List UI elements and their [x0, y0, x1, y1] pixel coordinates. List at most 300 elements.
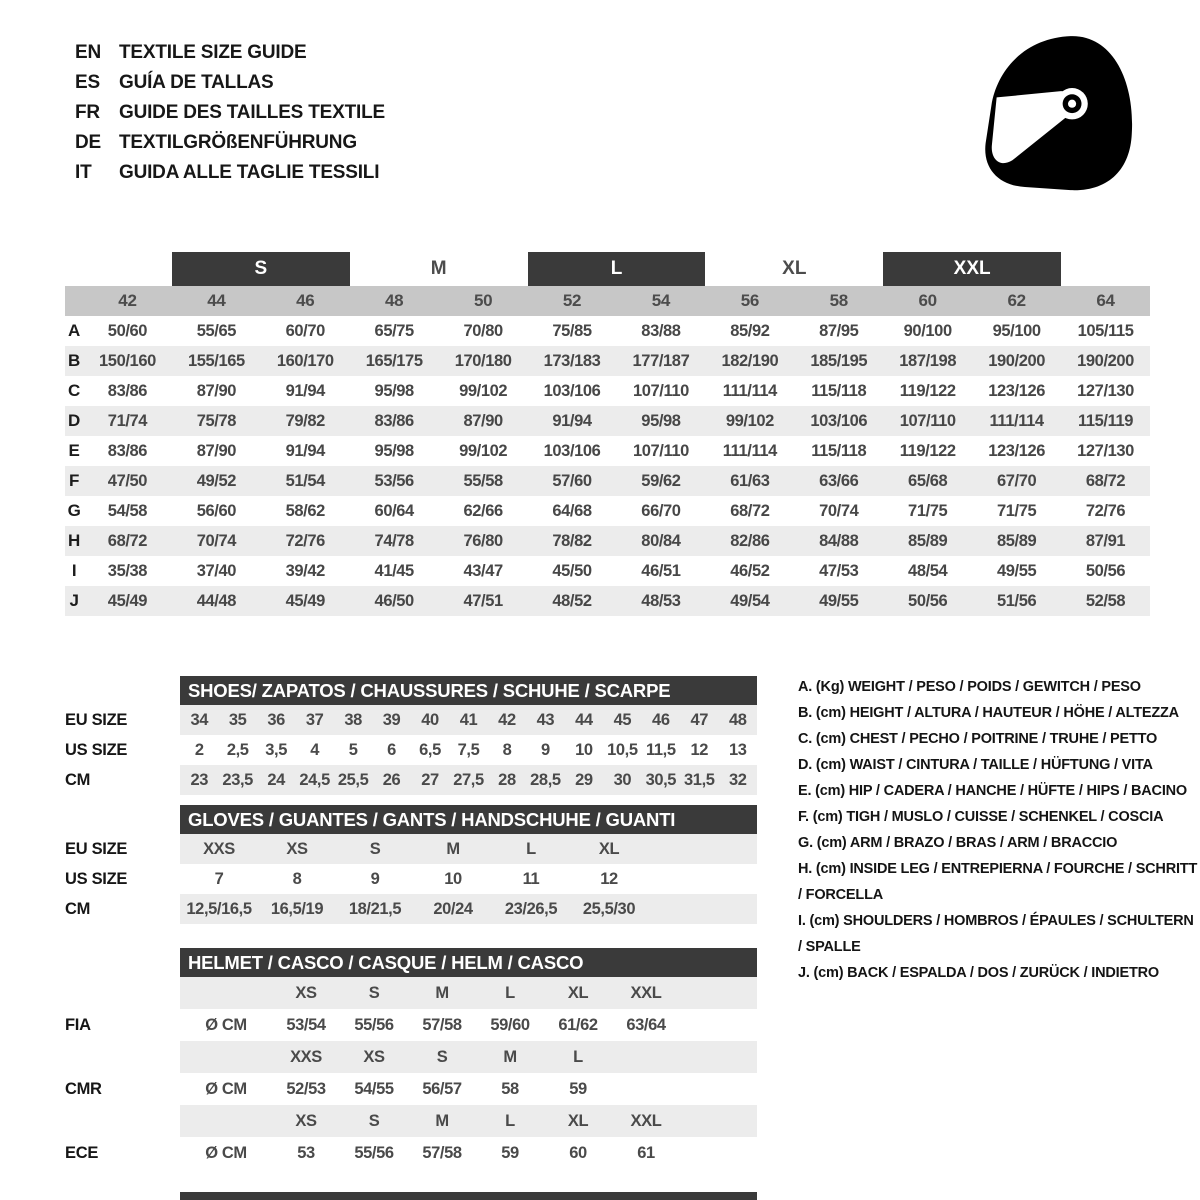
apparel-numeric-size-band: [65, 286, 1150, 316]
shoes-table-title: SHOES/ ZAPATOS / CHAUSSURES / SCHUHE / SCARPE: [180, 676, 757, 705]
size-value: 57/60: [552, 471, 592, 490]
gloves-table-title: GLOVES / GUANTES / GANTS / HANDSCHUHE / GUANTI: [180, 805, 757, 834]
size-value: XL: [567, 1111, 589, 1130]
size-value: 61/62: [558, 1015, 598, 1034]
size-value: 173/183: [543, 351, 601, 370]
size-value: 48/54: [908, 561, 948, 580]
size-value: 18/21,5: [348, 899, 402, 918]
helmet-table-title: HELMET / CASCO / CASQUE / HELM / CASCO: [180, 948, 757, 977]
size-value: 63/64: [626, 1015, 666, 1034]
language-title: GUÍA DE TALLAS: [119, 72, 274, 93]
language-title: GUIDA ALLE TAGLIE TESSILI: [119, 162, 380, 183]
size-value: 80/84: [641, 531, 681, 550]
helmet-sizes-cmr: [65, 1041, 757, 1073]
numeric-size: 60: [918, 291, 937, 310]
row-label: A: [68, 321, 80, 340]
size-value: 99/102: [459, 381, 508, 400]
size-value: 60/64: [374, 501, 414, 520]
size-value: 12: [690, 740, 709, 759]
size-value: 16,5/19: [270, 899, 324, 918]
size-value: 103/106: [543, 441, 601, 460]
helmet-values-cmr-cells: [180, 1073, 757, 1105]
legend-line-h: H. (cm) INSIDE LEG / ENTREPIERNA / FOURCHE / SCHRITT / FORCELLA: [798, 861, 1198, 903]
size-value: 111/114: [722, 381, 777, 400]
row-label: E: [68, 441, 80, 460]
size-value: 37/40: [196, 561, 237, 580]
size-value: 79/82: [285, 411, 325, 430]
size-value: 44/48: [196, 591, 237, 610]
size-value: 91/94: [285, 441, 325, 460]
size-value: 47/51: [463, 591, 503, 610]
size-value: 78/82: [552, 531, 592, 550]
size-value: 115/118: [811, 381, 867, 400]
size-value: 31,5: [684, 770, 715, 789]
size-value: 83/86: [107, 381, 148, 400]
apparel-row-g: [65, 496, 1150, 526]
gloves-size-table: [65, 834, 757, 924]
apparel-row-c: [65, 376, 1150, 406]
size-value: 82/86: [730, 531, 770, 550]
size-value: 107/110: [899, 411, 956, 430]
helmet-values-fia: [65, 1009, 757, 1041]
footwear-gloves-helmet-tables: [65, 676, 757, 1169]
size-value: 48: [728, 710, 747, 729]
size-value: 42: [498, 710, 516, 729]
size-value: 20/24: [433, 899, 473, 918]
size-value: 43: [536, 710, 555, 729]
size-value: 59: [569, 1079, 587, 1098]
size-value: 52/53: [286, 1079, 326, 1098]
size-value: 24,5: [299, 770, 330, 789]
size-value: 74/78: [374, 531, 414, 550]
gloves-row-eu-size: [65, 834, 757, 864]
size-value: 87/95: [819, 321, 859, 340]
size-value: 70/74: [196, 531, 237, 550]
size-value: XL: [598, 839, 620, 858]
size-value: 12,5/16,5: [186, 899, 252, 918]
size-value: 50/60: [107, 321, 148, 340]
size-value: 32: [728, 770, 747, 789]
helmet-sizes-fia-cells: [180, 977, 757, 1009]
helmet-sizes-fia: [65, 977, 757, 1009]
size-value: 68/72: [730, 501, 770, 520]
size-value: 49/52: [196, 471, 237, 490]
language-code: FR: [75, 102, 100, 123]
size-value: M: [435, 983, 449, 1002]
size-value: 2: [194, 740, 204, 759]
size-value: 99/102: [725, 411, 774, 430]
size-value: 25,5/30: [582, 899, 636, 918]
size-value: 55/65: [196, 321, 237, 340]
size-value: 75/78: [196, 411, 237, 430]
size-value: 60/70: [285, 321, 325, 340]
size-value: 51/56: [996, 591, 1037, 610]
size-value: 51/54: [285, 471, 325, 490]
size-value: L: [526, 839, 536, 858]
size-value: 85/89: [996, 531, 1037, 550]
size-value: XL: [567, 983, 589, 1002]
size-value: Ø CM: [205, 1143, 247, 1162]
size-value: 30,5: [645, 770, 677, 789]
row-label: US SIZE: [65, 869, 128, 888]
size-value: 56/57: [422, 1079, 462, 1098]
row-label: CMR: [65, 1079, 102, 1098]
size-value: 12: [600, 869, 618, 888]
size-value: 95/100: [992, 321, 1041, 340]
size-value: 10: [444, 869, 462, 888]
size-value: 59/62: [641, 471, 681, 490]
numeric-size: 52: [562, 291, 582, 310]
size-value: 99/102: [459, 441, 508, 460]
size-value: 6,5: [419, 740, 441, 759]
size-value: 150/160: [99, 351, 156, 370]
size-value: 30: [613, 770, 632, 789]
size-value: 59: [501, 1143, 519, 1162]
size-value: 45/50: [552, 561, 592, 580]
size-value: L: [505, 983, 515, 1002]
row-label: F: [69, 471, 79, 490]
language-row: [75, 158, 385, 188]
numeric-size: 56: [740, 291, 760, 310]
size-value: 123/126: [988, 441, 1046, 460]
size-value: 9: [541, 740, 550, 759]
shoes-row-us-size: [65, 735, 757, 765]
size-value: 11: [522, 869, 540, 888]
size-value: 107/110: [632, 441, 689, 460]
shoes-row-cm-cells: [180, 765, 757, 795]
size-value: S: [436, 1047, 448, 1066]
size-value: XXS: [203, 839, 235, 858]
helmet-sizes-ece-cells: [180, 1105, 757, 1137]
helmet-values-fia-cells: [180, 1009, 757, 1041]
size-value: 61: [637, 1143, 655, 1162]
size-value: 10,5: [607, 740, 638, 759]
size-value: 90/100: [903, 321, 952, 340]
size-value: 91/94: [285, 381, 325, 400]
size-value: 185/195: [810, 351, 868, 370]
size-value: M: [435, 1111, 449, 1130]
legend-line-f: F. (cm) TIGH / MUSLO / CUISSE / SCHENKEL / COSCIA: [798, 809, 1164, 825]
size-value: 83/88: [641, 321, 681, 340]
size-value: 68/72: [1085, 471, 1126, 490]
size-value: 7: [214, 869, 224, 888]
size-value: 28: [498, 770, 516, 789]
shoes-row-us-size-cells: [180, 735, 757, 765]
size-value: 41/45: [374, 561, 414, 580]
row-label: CM: [65, 770, 91, 789]
size-value: 2,5: [226, 740, 249, 759]
size-value: 111/114: [722, 441, 777, 460]
size-value: 47/50: [107, 471, 148, 490]
size-value: L: [573, 1047, 583, 1066]
size-value: 83/86: [374, 411, 414, 430]
size-value: XXS: [290, 1047, 322, 1066]
size-value: 41: [459, 710, 478, 729]
size-value: 65/68: [908, 471, 948, 490]
size-value: S: [368, 1111, 380, 1130]
size-value: 24: [267, 770, 285, 789]
size-value: 5: [348, 740, 358, 759]
size-value: 60: [569, 1143, 587, 1162]
size-value: 48/53: [641, 591, 681, 610]
numeric-size: 54: [651, 291, 671, 310]
size-value: 165/175: [365, 351, 423, 370]
numeric-size: 58: [829, 291, 848, 310]
size-value: 10: [575, 740, 593, 759]
language-row: [75, 68, 385, 98]
size-value: 37: [305, 710, 324, 729]
size-value: 49/54: [730, 591, 770, 610]
size-value: 35: [228, 710, 247, 729]
apparel-row-h: [65, 526, 1150, 556]
size-value: 26: [382, 770, 401, 789]
row-label: EU SIZE: [65, 839, 128, 858]
size-value: 62/66: [463, 501, 503, 520]
helmet-sizes-cmr-cells: [180, 1041, 757, 1073]
size-value: 25,5: [337, 770, 369, 789]
size-value: 91/94: [552, 411, 592, 430]
size-value: 83/86: [107, 441, 148, 460]
size-value: 39/42: [285, 561, 325, 580]
size-value: 47/53: [819, 561, 859, 580]
size-value: 115/119: [1078, 411, 1134, 430]
language-code: ES: [75, 72, 100, 93]
language-code: DE: [75, 132, 101, 153]
size-value: 85/89: [908, 531, 948, 550]
shoes-row-cm: [65, 765, 757, 795]
size-value: 71/74: [107, 411, 148, 430]
legend-line-e: E. (cm) HIP / CADERA / HANCHE / HÜFTE / HIPS / BACINO: [798, 783, 1187, 799]
size-value: 53/56: [374, 471, 414, 490]
size-value: 47: [690, 710, 709, 729]
size-value: 95/98: [374, 381, 414, 400]
language-title: GUIDE DES TAILLES TEXTILE: [119, 102, 385, 123]
language-row: [75, 98, 385, 128]
size-value: 68/72: [107, 531, 148, 550]
size-value: 105/115: [1077, 321, 1134, 340]
size-value: M: [503, 1047, 517, 1066]
size-value: 155/165: [187, 351, 245, 370]
size-value: 66/70: [641, 501, 681, 520]
row-label: EU SIZE: [65, 710, 128, 729]
size-value: 54/55: [354, 1079, 394, 1098]
helmet-values-cmr: [65, 1073, 757, 1105]
size-value: 4: [310, 740, 320, 759]
language-row: [75, 128, 385, 158]
size-value: 190/200: [988, 351, 1046, 370]
size-value: Ø CM: [205, 1079, 247, 1098]
size-group-xxl: XXL: [883, 252, 1061, 286]
size-value: 160/170: [276, 351, 334, 370]
size-value: 76/80: [463, 531, 503, 550]
numeric-size: 44: [207, 291, 226, 310]
legend-line-j: J. (cm) BACK / ESPALDA / DOS / ZURÜCK / INDIETRO: [798, 965, 1159, 981]
shoes-row-eu-size-cells: [180, 705, 757, 735]
size-value: 119/122: [899, 441, 956, 460]
gloves-row-us-size-cells: [180, 864, 757, 894]
size-value: 46/52: [730, 561, 770, 580]
numeric-size: 64: [1096, 291, 1115, 310]
size-value: 72/76: [285, 531, 325, 550]
row-label: US SIZE: [65, 740, 128, 759]
size-value: S: [368, 983, 380, 1002]
size-value: 85/92: [730, 321, 770, 340]
legend-line-b: B. (cm) HEIGHT / ALTURA / HAUTEUR / HÖHE / ALTEZZA: [798, 705, 1179, 721]
size-value: 46/51: [641, 561, 681, 580]
helmet-sizes-ece: [65, 1105, 757, 1137]
language-row: [75, 38, 385, 68]
row-label: FIA: [65, 1015, 91, 1034]
size-value: 23,5: [222, 770, 253, 789]
helmet-values-ece: [65, 1137, 757, 1169]
helmet-values-ece-cells: [180, 1137, 757, 1169]
size-value: 127/130: [1077, 381, 1134, 400]
size-value: 58/62: [285, 501, 325, 520]
size-value: 177/187: [632, 351, 690, 370]
apparel-measurement-rows: [65, 316, 1150, 616]
numeric-size: 50: [473, 291, 493, 310]
size-value: 107/110: [632, 381, 689, 400]
size-value: 63/66: [819, 471, 859, 490]
apparel-row-f: [65, 466, 1150, 496]
size-value: 8: [502, 740, 512, 759]
size-value: 52/58: [1085, 591, 1126, 610]
size-value: 55/58: [463, 471, 503, 490]
size-value: 71/75: [996, 501, 1037, 520]
size-value: 7,5: [457, 740, 480, 759]
size-value: 46: [652, 710, 670, 729]
size-value: 9: [370, 869, 380, 888]
size-value: 54/58: [107, 501, 148, 520]
legend-line-i: I. (cm) SHOULDERS / HOMBROS / ÉPAULES / SCHULTERN / SPALLE: [798, 913, 1194, 955]
apparel-row-j: [65, 586, 1150, 616]
size-value: 44: [575, 710, 593, 729]
size-value: 127/130: [1077, 441, 1134, 460]
size-value: 87/91: [1085, 531, 1126, 550]
cropped-section-bar: [180, 1192, 757, 1200]
size-value: 35/38: [107, 561, 148, 580]
racing-helmet-icon: [972, 33, 1147, 198]
size-value: 59/60: [490, 1015, 530, 1034]
row-label: G: [67, 501, 81, 520]
size-value: XS: [363, 1047, 385, 1066]
size-value: M: [446, 839, 460, 858]
size-value: XXL: [630, 1111, 662, 1130]
size-value: 103/106: [543, 381, 601, 400]
language-title: TEXTILE SIZE GUIDE: [119, 42, 307, 63]
measurement-legend: [798, 674, 1200, 986]
numeric-size: 46: [296, 291, 315, 310]
size-value: 38: [344, 710, 362, 729]
size-value: 187/198: [899, 351, 957, 370]
size-value: 182/190: [721, 351, 779, 370]
size-value: 61/63: [730, 471, 770, 490]
size-group-l: L: [528, 252, 706, 286]
size-value: 70/74: [819, 501, 859, 520]
size-value: 49/55: [996, 561, 1037, 580]
language-code: EN: [75, 42, 101, 63]
gloves-row-us-size: [65, 864, 757, 894]
language-code: IT: [75, 162, 92, 183]
row-label: [65, 1041, 180, 1073]
size-value: 6: [387, 740, 396, 759]
language-title: TEXTILGRÖßENFÜHRUNG: [119, 132, 357, 153]
size-value: 58: [501, 1079, 519, 1098]
size-group-xl: XL: [782, 258, 807, 279]
size-value: 87/90: [196, 441, 237, 460]
legend-line-c: C. (cm) CHEST / PECHO / POITRINE / TRUHE / PETTO: [798, 731, 1158, 747]
apparel-row-i: [65, 556, 1150, 586]
numeric-size: 62: [1007, 291, 1026, 310]
numeric-size: 48: [385, 291, 404, 310]
size-value: 28,5: [530, 770, 561, 789]
size-value: 40: [421, 710, 439, 729]
size-group-m: M: [430, 258, 447, 279]
size-value: Ø CM: [205, 1015, 247, 1034]
row-label: D: [68, 411, 80, 430]
apparel-row-b: [65, 346, 1150, 376]
apparel-row-d: [65, 406, 1150, 436]
size-value: 170/180: [454, 351, 512, 370]
size-value: 111/114: [989, 411, 1044, 430]
size-value: 53: [297, 1143, 315, 1162]
size-value: 70/80: [463, 321, 503, 340]
gloves-row-eu-size-cells: [180, 834, 757, 864]
size-value: 48/52: [552, 591, 592, 610]
size-value: 13: [728, 740, 747, 759]
row-label: I: [71, 561, 77, 580]
size-value: 45: [613, 710, 632, 729]
size-value: 72/76: [1085, 501, 1126, 520]
size-value: 95/98: [374, 441, 414, 460]
size-value: 23/26,5: [504, 899, 558, 918]
size-value: 53/54: [286, 1015, 326, 1034]
size-value: 39: [382, 710, 401, 729]
legend-line-g: G. (cm) ARM / BRAZO / BRAS / ARM / BRACCIO: [798, 835, 1118, 851]
size-value: 49/55: [819, 591, 859, 610]
size-value: 3,5: [265, 740, 288, 759]
language-list: [75, 38, 385, 188]
size-value: 43/47: [463, 561, 503, 580]
apparel-row-e: [65, 436, 1150, 466]
size-value: 45/49: [107, 591, 148, 610]
row-label: ECE: [65, 1143, 99, 1162]
size-value: S: [369, 839, 381, 858]
size-value: 55/56: [354, 1143, 394, 1162]
size-value: 46/50: [374, 591, 414, 610]
size-value: 55/56: [354, 1015, 394, 1034]
gloves-row-cm-cells: [180, 894, 757, 924]
row-label: [65, 977, 180, 1009]
size-value: XS: [286, 839, 308, 858]
shoes-row-eu-size: [65, 705, 757, 735]
size-value: 123/126: [988, 381, 1046, 400]
size-value: 36: [267, 710, 285, 729]
row-label: H: [68, 531, 80, 550]
row-label: [65, 1105, 180, 1137]
size-value: 67/70: [996, 471, 1037, 490]
size-value: XXL: [630, 983, 662, 1002]
size-value: 95/98: [641, 411, 681, 430]
size-value: 50/56: [1085, 561, 1126, 580]
shoes-size-table: [65, 705, 757, 795]
size-value: 65/75: [374, 321, 414, 340]
size-value: 45/49: [285, 591, 325, 610]
apparel-size-table: [65, 252, 1150, 616]
size-value: 56/60: [196, 501, 237, 520]
row-label: B: [68, 351, 80, 370]
legend-line-a: A. (Kg) WEIGHT / PESO / POIDS / GEWITCH / PESO: [798, 679, 1141, 695]
